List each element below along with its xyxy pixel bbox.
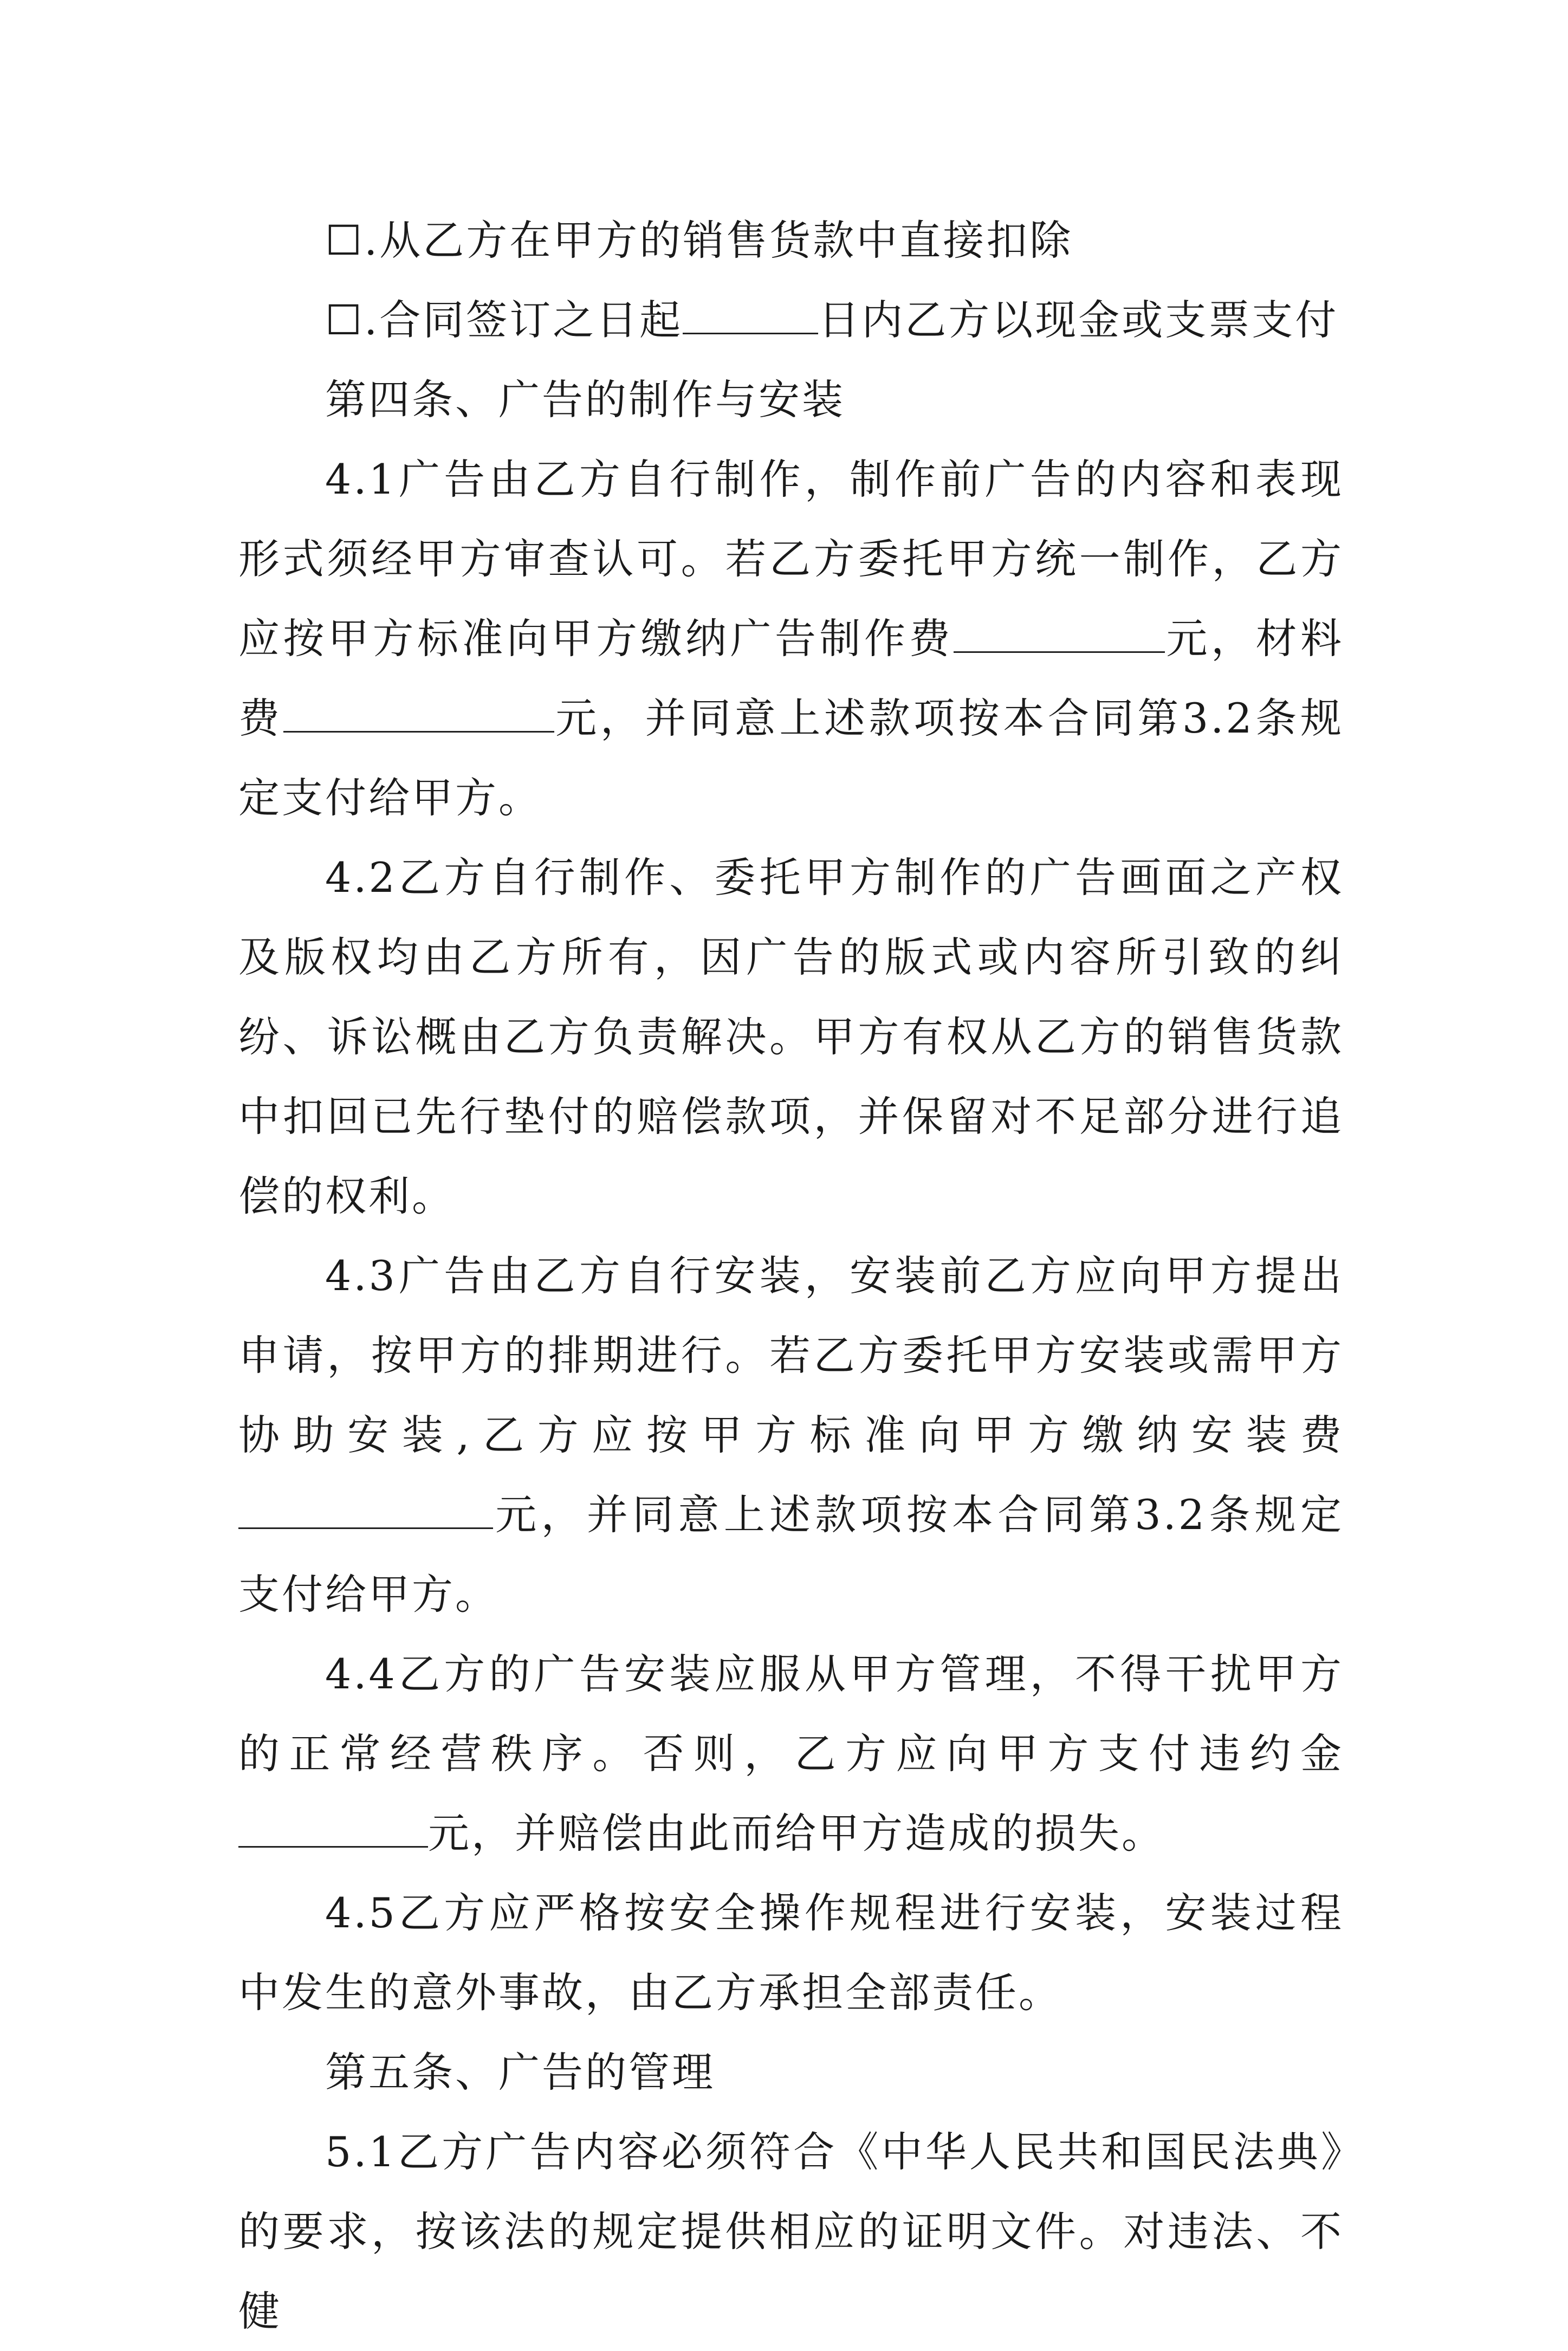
- clause-4-1: 4.1广告由乙方自行制作，制作前广告的内容和表现形式须经甲方审查认可。若乙方委托甲方统一制作，乙方应按甲方标准向甲方缴纳广告制作费 元，材料费 元，并同意上述款项按本合同第3.2条规定支付给甲方。: [238, 455, 1344, 822]
- payment-option-deduct: ☐.从乙方在甲方的销售货款中直接扣除: [325, 216, 1073, 264]
- clause-4-5: 4.5乙方应严格按安全操作规程进行安装，安装过程中发生的意外事故，由乙方承担全部责任。: [238, 1889, 1344, 2017]
- installation-fee-blank: [238, 1489, 493, 1529]
- payment-option-cash: ☐.合同签订之日起 日内乙方以现金或支票支付: [325, 296, 1339, 344]
- days-blank: [683, 295, 818, 334]
- penalty-blank: [238, 1808, 428, 1848]
- production-fee-blank: [954, 613, 1165, 653]
- clause-4-2: 4.2乙方自行制作、委托甲方制作的广告画面之产权及版权均由乙方所有，因广告的版式或内容所引致的纠纷、诉讼概由乙方负责解决。甲方有权从乙方的销售货款中扣回已先行垫付的赔偿款项，并保留对不足部分进行追偿的权利。: [238, 853, 1344, 1220]
- clause-4-3: 4.3广告由乙方自行安装，安装前乙方应向甲方提出申请，按甲方的排期进行。若乙方委托甲方安装或需甲方协助安装,乙方应按甲方标准向甲方缴纳安装费元，并同意上述款项按本合同第3.2条规定支付给甲方。: [238, 1252, 1344, 1618]
- material-fee-blank: [283, 693, 554, 733]
- clause-5-1: 5.1乙方广告内容必须符合《中华人民共和国民法典》的要求，按该法的规定提供相应的证明文件。对违法、不健: [238, 2128, 1344, 2335]
- article-4-title: 第四条、广告的制作与安装: [325, 375, 845, 424]
- document-body: [238, 200, 1344, 2351]
- clause-4-4: 4.4乙方的广告安装应服从甲方管理，不得干扰甲方的正常经营秩序。否则，乙方应向甲方支付违约金元，并赔偿由此而给甲方造成的损失。: [238, 1650, 1344, 1857]
- article-5-title: 第五条、广告的管理: [325, 2048, 715, 2096]
